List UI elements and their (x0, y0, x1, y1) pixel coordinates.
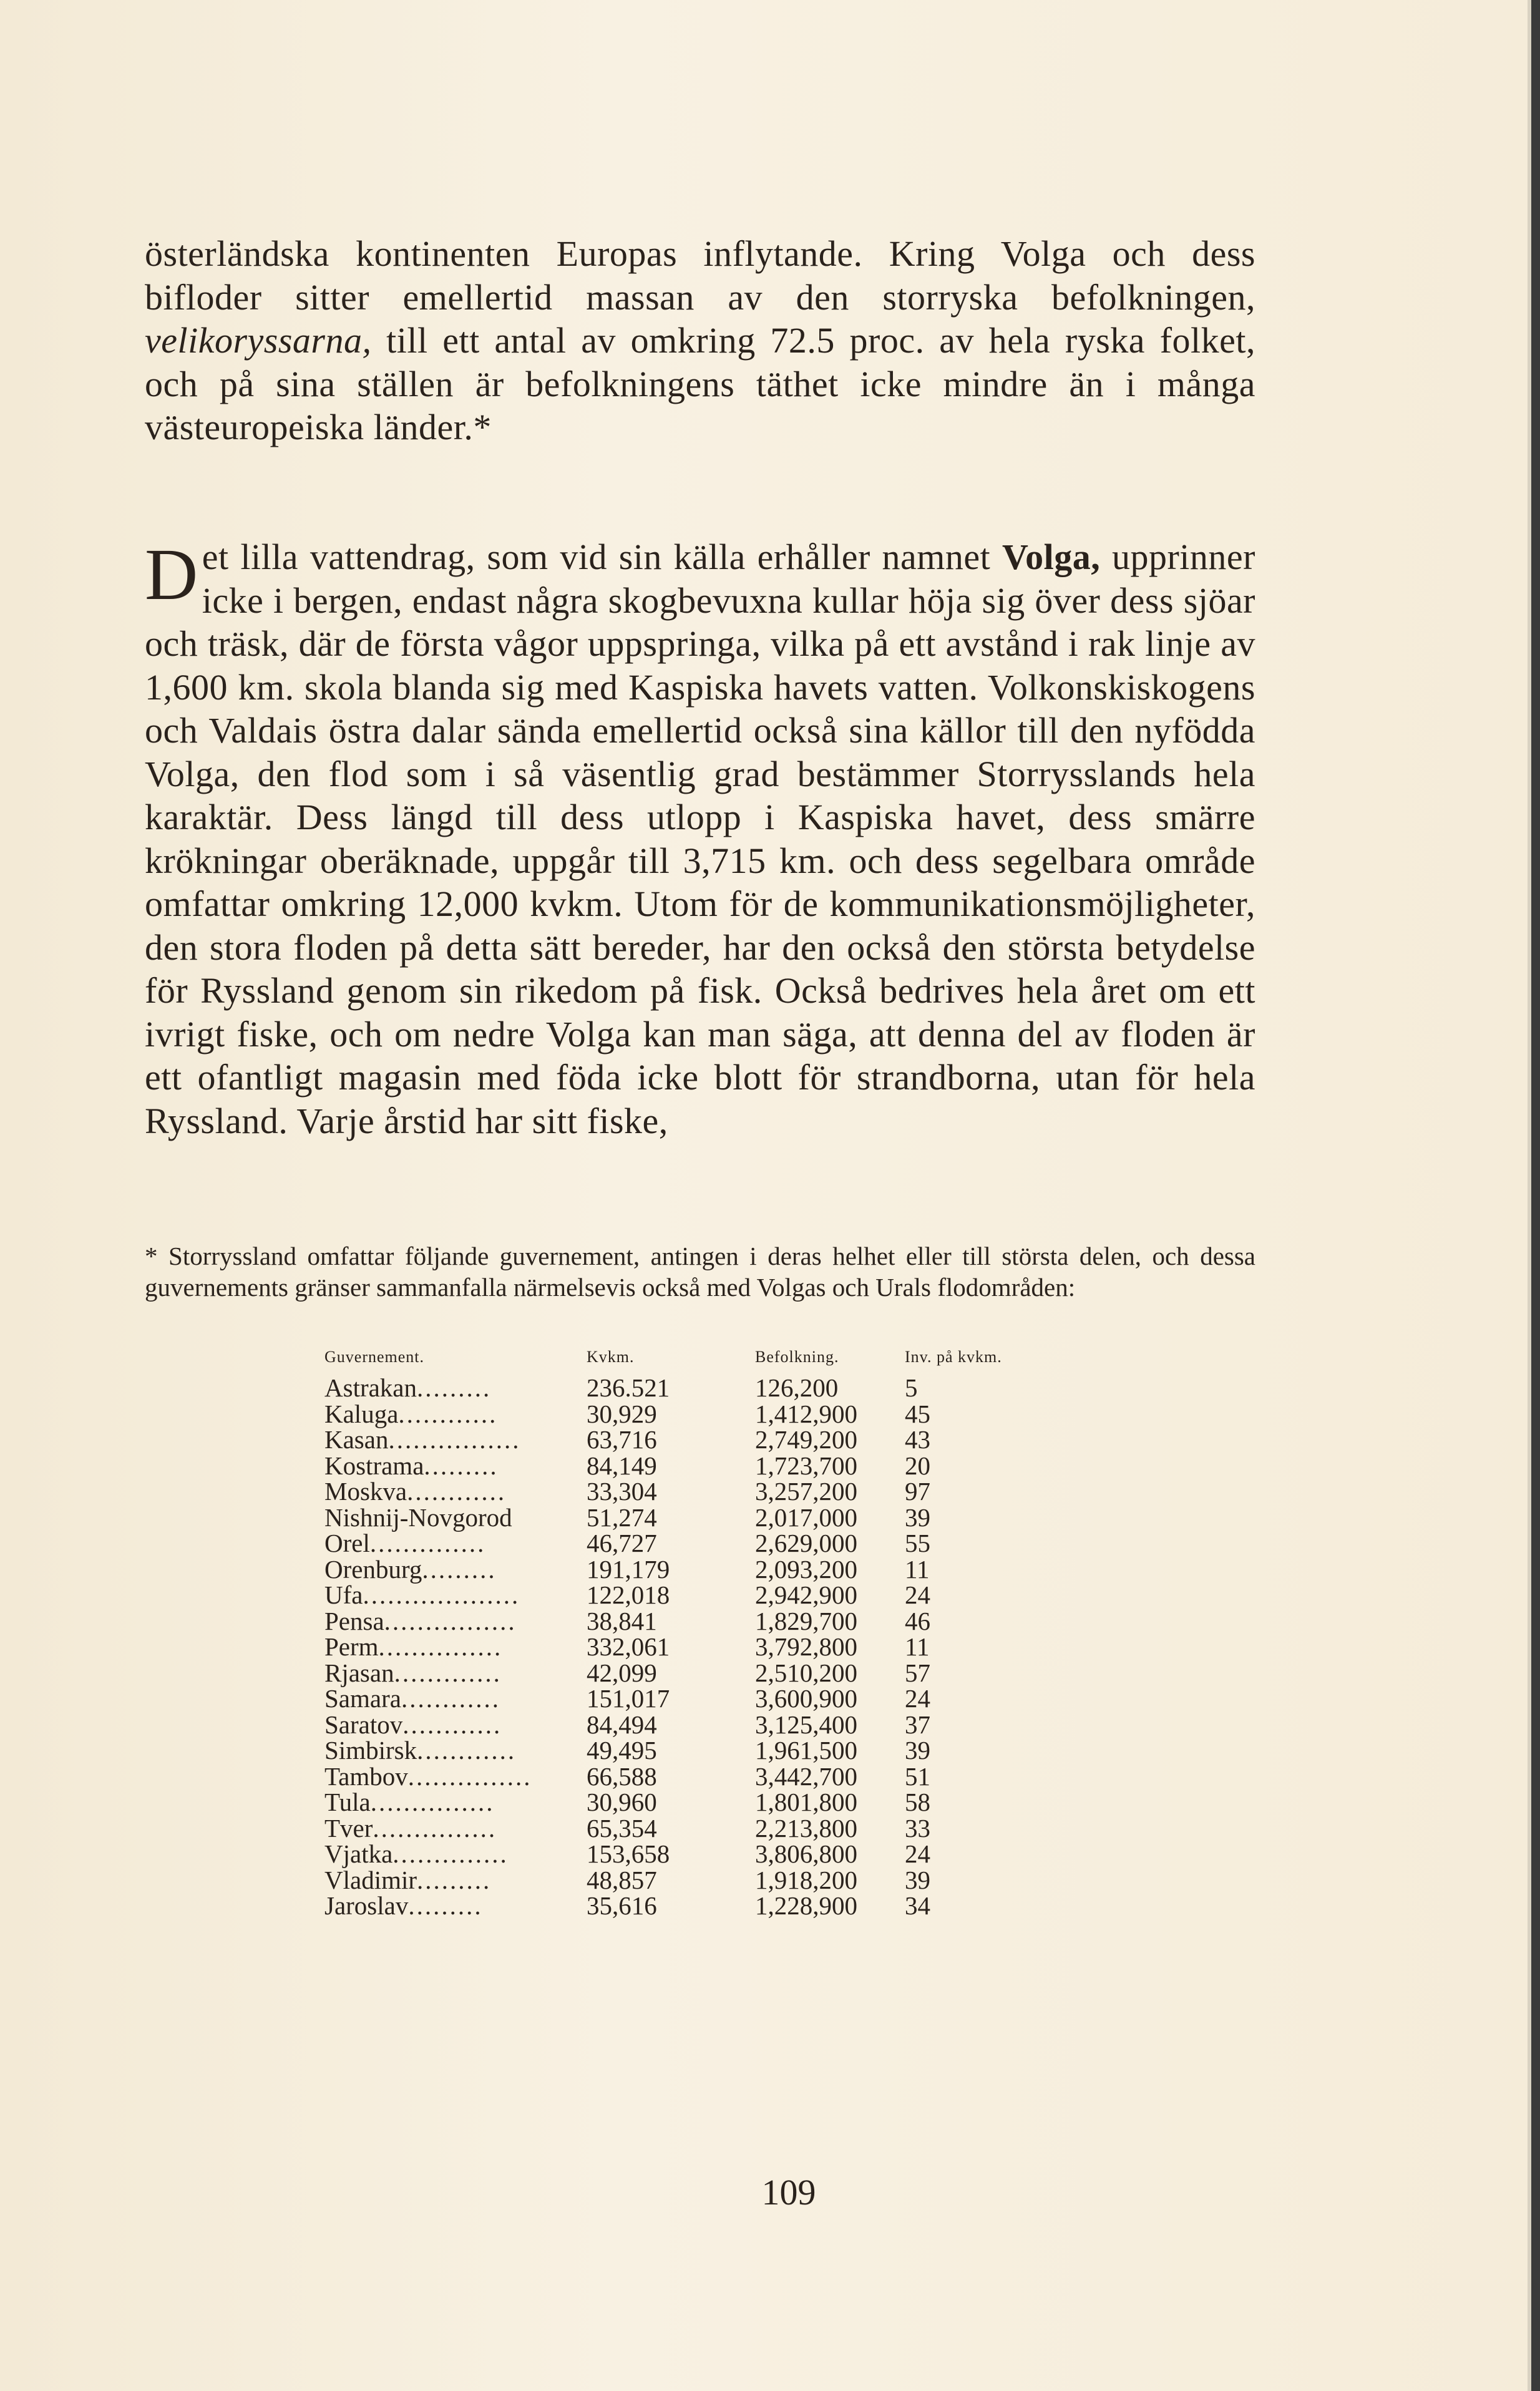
cell-kvkm: 63,716 (587, 1425, 657, 1454)
cell-guvernement (324, 1554, 587, 1584)
table-row (324, 1764, 1002, 1790)
guvernement-name: Samara (324, 1684, 401, 1713)
guvernement-name: Kasan (324, 1425, 389, 1454)
table-row (324, 1841, 1002, 1868)
cell-befolkning: 3,806,800 (755, 1839, 857, 1868)
leader-dots: ......... (422, 1554, 497, 1584)
cell-guvernement (324, 1813, 587, 1843)
guvernement-name: Tambov (324, 1761, 408, 1791)
cell-kvkm: 38,841 (587, 1606, 657, 1635)
leader-dots: ................... (363, 1580, 520, 1609)
intro-paragraph (145, 232, 1255, 449)
cell-befolkning: 3,792,800 (755, 1632, 857, 1661)
table-row (324, 1738, 1002, 1764)
guvernement-table (324, 1348, 1002, 1919)
cell-inv-per-kvkm: 20 (905, 1451, 930, 1480)
leader-dots: ............ (417, 1736, 517, 1765)
cell-kvkm: 153,658 (587, 1839, 670, 1868)
cell-kvkm: 84,149 (587, 1451, 657, 1480)
leader-dots: ............... (378, 1632, 503, 1661)
cell-inv-per-kvkm: 37 (905, 1710, 930, 1739)
cell-befolkning: 2,213,800 (755, 1813, 857, 1843)
main-text-1: et lilla vattendrag, som vid sin källa erhåller namnet (202, 537, 1003, 577)
cell-befolkning: 3,125,400 (755, 1710, 857, 1739)
cell-guvernement (324, 1531, 587, 1557)
cell-guvernement (324, 1606, 587, 1635)
cell-befolkning: 2,017,000 (755, 1502, 857, 1532)
cell-guvernement (324, 1841, 587, 1868)
cell-kvkm: 49,495 (587, 1736, 657, 1765)
leader-dots: ............. (394, 1658, 502, 1687)
cell-inv-per-kvkm: 46 (905, 1606, 930, 1635)
guvernement-name: Rjasan (324, 1658, 394, 1687)
cell-inv-per-kvkm: 5 (905, 1373, 918, 1402)
cell-inv-per-kvkm: 11 (905, 1554, 930, 1584)
table-row (324, 1790, 1002, 1816)
leader-dots: ......... (424, 1451, 499, 1480)
cell-befolkning: 1,801,800 (755, 1788, 857, 1816)
guvernement-name: Tver (324, 1813, 373, 1843)
cell-kvkm: 66,588 (587, 1761, 657, 1791)
leader-dots: ............ (401, 1684, 500, 1713)
cell-inv-per-kvkm: 43 (905, 1425, 930, 1454)
guvernement-name: Astrakan (324, 1373, 417, 1402)
cell-inv-per-kvkm: 11 (905, 1632, 930, 1661)
guvernement-name: Vladimir (324, 1865, 417, 1894)
leader-dots: ............... (370, 1788, 495, 1816)
cell-befolkning: 126,200 (755, 1373, 839, 1402)
guvernement-name: Moskva (324, 1477, 407, 1506)
cell-guvernement (324, 1453, 587, 1479)
leader-dots: ............ (407, 1477, 507, 1506)
cell-kvkm: 51,274 (587, 1502, 657, 1532)
leader-dots: ............... (407, 1761, 532, 1791)
header-guvernement: Guvernement. (324, 1348, 425, 1366)
cell-kvkm: 30,929 (587, 1399, 657, 1428)
cell-kvkm: 35,616 (587, 1891, 657, 1920)
cell-guvernement (324, 1634, 587, 1660)
table-row (324, 1634, 1002, 1660)
cell-inv-per-kvkm: 39 (905, 1736, 930, 1765)
leader-dots: ................ (384, 1606, 517, 1635)
table-row (324, 1816, 1002, 1842)
cell-befolkning: 2,749,200 (755, 1425, 857, 1454)
guvernement-name: Kaluga (324, 1399, 399, 1428)
table-row (324, 1375, 1002, 1401)
page-number: 109 (761, 2172, 816, 2213)
guvernement-name: Nishnij-Novgorod (324, 1502, 512, 1532)
cell-guvernement (324, 1865, 587, 1894)
guvernement-name: Orenburg (324, 1554, 422, 1584)
cell-kvkm: 42,099 (587, 1658, 657, 1687)
intro-italic-term: velikoryssarna, (145, 320, 372, 361)
cell-befolkning: 3,442,700 (755, 1761, 857, 1791)
guvernement-name: Vjatka (324, 1839, 393, 1868)
leader-dots: ............ (398, 1399, 498, 1428)
cell-guvernement (324, 1375, 587, 1401)
cell-inv-per-kvkm: 55 (905, 1529, 930, 1557)
cell-befolkning: 3,257,200 (755, 1477, 857, 1506)
cell-inv-per-kvkm: 34 (905, 1891, 930, 1920)
cell-guvernement (324, 1893, 587, 1919)
table-row (324, 1868, 1002, 1894)
cell-kvkm: 65,354 (587, 1813, 657, 1843)
cell-inv-per-kvkm: 45 (905, 1399, 930, 1428)
guvernement-name: Orel (324, 1529, 370, 1557)
cell-befolkning: 1,228,900 (755, 1891, 857, 1920)
leader-dots: .............. (392, 1839, 509, 1868)
table-row (324, 1479, 1002, 1505)
cell-inv-per-kvkm: 33 (905, 1813, 930, 1843)
cell-befolkning: 2,942,900 (755, 1580, 857, 1609)
table-row (324, 1427, 1002, 1453)
cell-inv-per-kvkm: 24 (905, 1684, 930, 1713)
cell-kvkm: 33,304 (587, 1477, 657, 1506)
cell-guvernement (324, 1502, 587, 1532)
cell-guvernement (324, 1427, 587, 1453)
cell-kvkm: 236.521 (587, 1373, 670, 1402)
table-row (324, 1582, 1002, 1609)
cell-guvernement (324, 1660, 587, 1687)
cell-inv-per-kvkm: 39 (905, 1502, 930, 1532)
leader-dots: ......... (417, 1373, 492, 1402)
cell-kvkm: 332,061 (587, 1632, 670, 1661)
cell-guvernement (324, 1712, 587, 1738)
leader-dots: ............ (402, 1710, 502, 1739)
cell-befolkning: 2,510,200 (755, 1658, 857, 1687)
guvernement-name: Tula (324, 1788, 371, 1816)
cell-kvkm: 46,727 (587, 1529, 657, 1557)
cell-guvernement (324, 1790, 587, 1816)
cell-kvkm: 30,960 (587, 1788, 657, 1816)
cell-kvkm: 151,017 (587, 1684, 670, 1713)
cell-befolkning: 1,412,900 (755, 1399, 857, 1428)
leader-dots: .............. (369, 1529, 486, 1557)
guvernement-name: Ufa (324, 1580, 363, 1609)
leader-dots: ......... (417, 1865, 492, 1894)
drop-cap: D (145, 533, 198, 615)
intro-text-1: österländska kontinenten Europas inflytande. Kring Volga och dess bifloder sitter emellertid massan av den storryska befolkningen, (145, 233, 1255, 318)
cell-kvkm: 122,018 (587, 1580, 670, 1609)
table-row (324, 1609, 1002, 1635)
cell-guvernement (324, 1686, 587, 1712)
cell-guvernement (324, 1582, 587, 1609)
table-row (324, 1505, 1002, 1531)
guvernement-name: Saratov (324, 1710, 403, 1739)
intro-text-2: till ett antal av omkring 72.5 proc. av hela ryska folket, och på sina ställen är befolkningens täthet icke mindre än i många västeuropeiska länder.* (145, 320, 1255, 447)
cell-kvkm: 48,857 (587, 1865, 657, 1894)
cell-inv-per-kvkm: 24 (905, 1580, 930, 1609)
leader-dots: ......... (408, 1891, 483, 1920)
table-header-row (324, 1348, 1002, 1375)
header-kvkm: Kvkm. (587, 1348, 635, 1366)
footnote: * Storryssland omfattar följande guvernement, antingen i deras helhet eller till största delen, och dessa guvernements gränser sammanfalla närmelsevis också med Volgas och Urals flodområden: (145, 1242, 1255, 1302)
cell-befolkning: 2,093,200 (755, 1554, 857, 1584)
cell-inv-per-kvkm: 58 (905, 1788, 930, 1816)
header-inv-per-kvkm: Inv. på kvkm. (905, 1348, 1002, 1366)
leader-dots: ............... (373, 1813, 497, 1843)
cell-kvkm: 84,494 (587, 1710, 657, 1739)
cell-befolkning: 3,600,900 (755, 1684, 857, 1713)
guvernement-name: Kostrama (324, 1451, 424, 1480)
leader-dots: ................ (388, 1425, 521, 1454)
cell-guvernement (324, 1761, 587, 1791)
header-befolkning: Befolkning. (755, 1348, 839, 1366)
table-row (324, 1660, 1002, 1687)
cell-guvernement (324, 1738, 587, 1764)
cell-inv-per-kvkm: 51 (905, 1761, 930, 1791)
cell-guvernement (324, 1401, 587, 1428)
table-row (324, 1557, 1002, 1583)
cell-befolkning: 1,829,700 (755, 1606, 857, 1635)
guvernement-name: Pensa (324, 1606, 384, 1635)
guvernement-name: Simbirsk (324, 1736, 417, 1765)
cell-inv-per-kvkm: 24 (905, 1839, 930, 1868)
table-row (324, 1893, 1002, 1919)
table-row (324, 1453, 1002, 1479)
table-row (324, 1686, 1002, 1712)
page-edge (1531, 0, 1540, 2391)
cell-inv-per-kvkm: 57 (905, 1658, 930, 1687)
guvernement-name: Jaroslav (324, 1891, 409, 1920)
cell-befolkning: 1,918,200 (755, 1865, 857, 1894)
guvernement-name: Perm (324, 1632, 379, 1661)
table-body (324, 1375, 1002, 1919)
cell-inv-per-kvkm: 97 (905, 1477, 930, 1506)
main-paragraph (145, 535, 1255, 1142)
cell-befolkning: 1,961,500 (755, 1736, 857, 1765)
table-row (324, 1401, 1002, 1428)
cell-befolkning: 1,723,700 (755, 1451, 857, 1480)
table-row (324, 1712, 1002, 1738)
cell-guvernement (324, 1479, 587, 1505)
main-bold-term: Volga, (1002, 537, 1101, 577)
cell-kvkm: 191,179 (587, 1554, 670, 1584)
cell-befolkning: 2,629,000 (755, 1529, 857, 1557)
main-text-2: upprinner icke i bergen, endast några skogbevuxna kullar höja sig över dess sjöar och träsk, där de första vågor uppspringa, vilka på ett avstånd i rak linje av 1,600 km. skola blanda sig med Kaspiska havets vatten. Volkonskiskogens och Valdais östra dalar sända emellertid också sina källor till den nyfödda Volga, den flod som i så väsentlig grad bestämmer Storrysslands hela karaktär. Dess längd till dess utlopp i Kaspiska havet, dess smärre krökningar oberäknade, uppgår till 3,715 km. och dess segelbara område omfattar omkring 12,000 kvkm. Utom för de kommunikationsmöjligheter, den stora floden på detta sätt bereder, har den också den största betydelse för Ryssland genom sin rikedom på fisk. Också bedrives hela året om ett ivrigt fiske, och om nedre Volga kan man säga, att denna del av floden är ett ofantligt magasin med föda icke blott för strandborna, utan för hela Ryssland. Varje årstid har sitt fiske, (145, 537, 1255, 1141)
cell-inv-per-kvkm: 39 (905, 1865, 930, 1894)
table-row (324, 1531, 1002, 1557)
